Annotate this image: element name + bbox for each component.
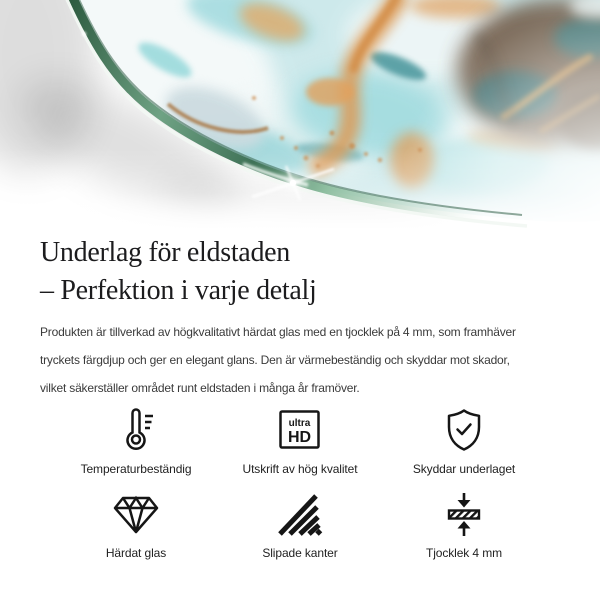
description-line-2: tryckets färgdjup och ger en elegant glans. Den är värmebeständig och skyddar mot skador, [40, 353, 510, 367]
product-description [40, 318, 560, 402]
feature-print-quality [218, 404, 382, 476]
feature-label: Slipade kanter [262, 546, 338, 560]
title-line-1: Underlag för eldstaden [40, 237, 290, 268]
description-line-3: vilket säkerställer området runt eldstaden i många år framöver. [40, 381, 360, 395]
feature-protects-floor [382, 404, 546, 476]
ultra-hd-icon [276, 404, 324, 454]
feature-label: Tjocklek 4 mm [425, 546, 503, 560]
polished-edges-icon [276, 488, 324, 538]
feature-tempered-glass [54, 488, 218, 560]
feature-thickness [382, 488, 546, 560]
title-line-2: – Perfektion i varje detalj [40, 275, 317, 306]
page-title [40, 234, 560, 310]
svg-text:ultra: ultra [288, 418, 311, 429]
thickness-icon [440, 488, 488, 538]
feature-polished-edges [218, 488, 382, 560]
shield-check-icon [440, 404, 488, 454]
feature-grid [40, 404, 560, 560]
svg-text:HD: HD [287, 429, 312, 446]
hero-image [0, 0, 600, 230]
description-line-1: Produkten är tillverkad av högkvalitativt härdat glas med en tjocklek på 4 mm, som framhäver [40, 325, 516, 339]
feature-label: Temperaturbeständig [80, 462, 192, 476]
feature-temperature-resistant [54, 404, 218, 476]
thermometer-icon [112, 404, 160, 454]
feature-label: Härdat glas [105, 546, 167, 560]
feature-label: Skyddar underlaget [412, 462, 516, 476]
diamond-icon [112, 488, 160, 538]
feature-label: Utskrift av hög kvalitet [242, 462, 358, 476]
